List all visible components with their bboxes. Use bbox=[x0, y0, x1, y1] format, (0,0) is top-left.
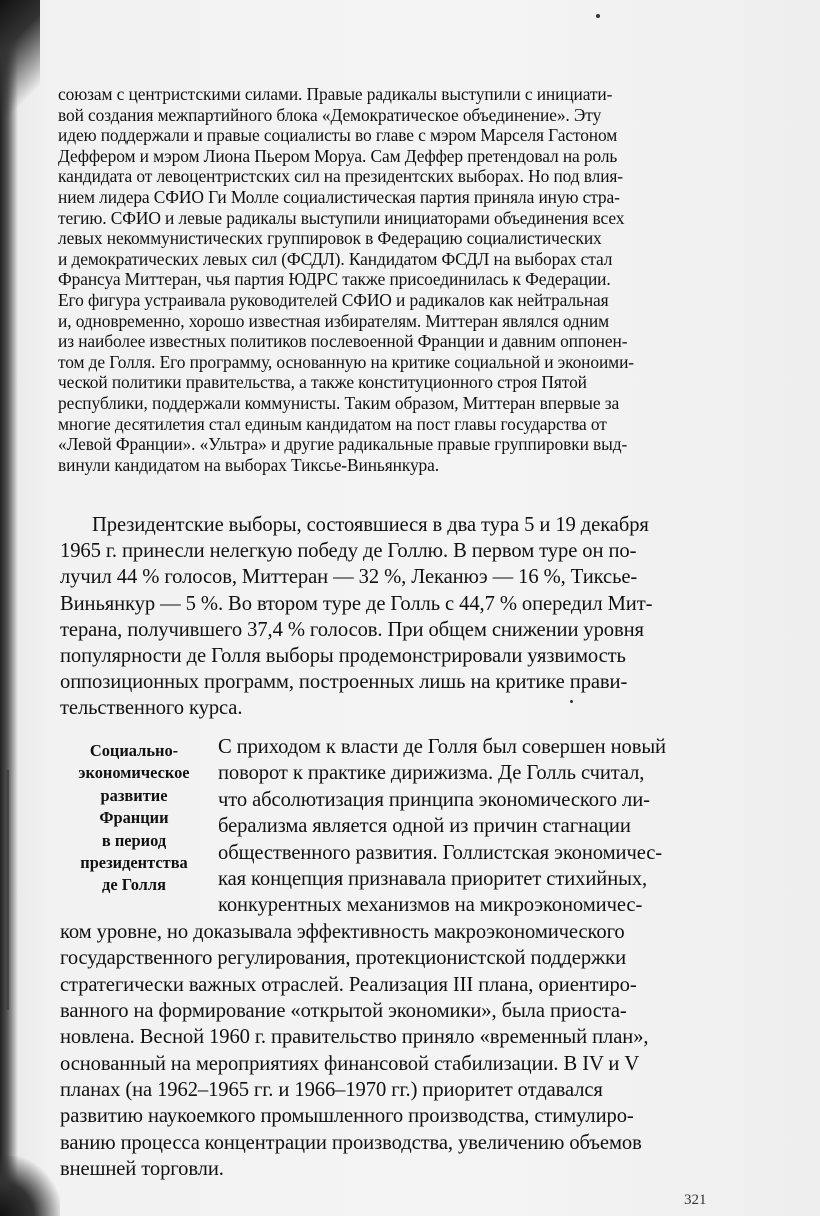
text-line: конкурентных механизмов на микроэкономичес- bbox=[218, 894, 643, 917]
elections-paragraph bbox=[60, 512, 740, 722]
text-line: общественного развития. Голлистская экономичес- bbox=[218, 841, 663, 864]
text-line: ванного на формирование «открытой экономики», была приоста- bbox=[60, 999, 627, 1022]
text-line: многие десятилетия стал единым кандидатом на пост главы государства от bbox=[58, 413, 607, 434]
text-line: ванию процесса концентрации производства, увеличению объемов bbox=[60, 1131, 642, 1154]
corner-shadow-bottom bbox=[0, 1156, 60, 1216]
text-line: С приходом к власти де Голля был совершен новый bbox=[218, 736, 666, 758]
text-line: что абсолютизация принципа экономического ли- bbox=[218, 788, 650, 811]
heading-line: экономическое bbox=[78, 763, 190, 783]
text-line: популярности де Голля выборы продемонстрировали уязвимость bbox=[60, 644, 626, 667]
text-line: терана, получившего 37,4 % голосов. При общем снижении уровня bbox=[60, 618, 644, 641]
text-line: ческой политики правительства, а также конституционного строя Пятой bbox=[58, 372, 587, 393]
scan-speck bbox=[570, 700, 573, 703]
text-line: государственного регулирования, протекционистской поддержки bbox=[60, 947, 626, 970]
text-line: Виньянкур — 5 %. Во втором туре де Голль с 44,7 % опередил Мит- bbox=[60, 592, 653, 615]
text-line: ком уровне, но доказывала эффективность макроэкономического bbox=[60, 920, 625, 943]
text-line: из наиболее известных политиков послевоенной Франции и давним оппонен- bbox=[58, 331, 628, 352]
binding-shadow bbox=[0, 0, 18, 1216]
text-line: новлена. Весной 1960 г. правительство приняло «временный план», bbox=[60, 1026, 649, 1049]
text-line: вой создания межпартийного блока «Демократическое объединение». Эту bbox=[58, 104, 602, 125]
text-line: стратегически важных отраслей. Реализация III плана, ориентиро- bbox=[60, 973, 637, 996]
corner-shadow bbox=[0, 0, 40, 140]
text-line: «Левой Франции». «Ультра» и другие радикальные правые группировки выд- bbox=[58, 434, 628, 455]
text-line: кандидата от левоцентристских сил на президентских выборах. Но под влия- bbox=[58, 166, 623, 187]
text-line: лучил 44 % голосов, Миттеран — 32 %, Леканюэ — 16 %, Тиксье- bbox=[60, 566, 638, 589]
text-line: тегию. СФИО и левые радикалы выступили инициаторами объединения всех bbox=[58, 207, 625, 228]
text-line: левых некоммунистических группировок в Федерацию социалистических bbox=[58, 228, 602, 249]
text-line: кая концепция признавала приоритет стихийных, bbox=[218, 867, 648, 890]
text-line: нием лидера СФИО Ги Молле социалистическая партия приняла иную стра- bbox=[58, 186, 620, 207]
heading-line: в период bbox=[101, 830, 167, 850]
text-line: планах (на 1962–1965 гг. и 1966–1970 гг.) приоритет отдавался bbox=[60, 1079, 603, 1102]
text-line: и, одновременно, хорошо известная избирателям. Миттеран являлся одним bbox=[58, 310, 609, 331]
scan-speck bbox=[596, 14, 600, 18]
text-line: союзам с центристскими силами. Правые радикалы выступили с инициати- bbox=[58, 84, 613, 104]
heading-line: Социально- bbox=[89, 741, 179, 760]
text-line: Франсуа Миттеран, чья партия ЮДРС также присоединилась к Федерации. bbox=[58, 269, 611, 290]
text-line: основанный на мероприятиях финансовой стабилизации. В IV и V bbox=[60, 1052, 640, 1075]
text-line: Его фигура устраивала руководителей СФИО и радикалов как нейтральная bbox=[58, 289, 609, 310]
text-line: идею поддержали и правые социалисты во главе с мэром Марселя Гастоном bbox=[58, 125, 618, 146]
top-paragraph bbox=[58, 84, 742, 475]
text-line: республики, поддержали коммунисты. Таким образом, Миттеран впервые за bbox=[58, 392, 620, 413]
scan-margin-mark bbox=[6, 770, 19, 1010]
text-line: развитию наукоемкого промышленного производства, стимулиро- bbox=[60, 1105, 634, 1128]
text-line: тельственного курса. bbox=[60, 697, 243, 720]
text-line: поворот к практике дирижизма. Де Голль считал, bbox=[218, 762, 645, 785]
heading-line: развитие bbox=[100, 785, 168, 805]
text-line: винули кандидатом на выборах Тиксье-Виньянкура. bbox=[58, 454, 440, 475]
text-line: том де Голля. Его программу, основанную на критике социальной и эконоими- bbox=[58, 351, 634, 372]
text-line: Президентские выборы, состоявшиеся в два тура 5 и 19 декабря bbox=[92, 514, 649, 536]
economy-paragraph bbox=[60, 734, 740, 1183]
text-line: внешней торговли. bbox=[60, 1158, 224, 1181]
text-line: Деффером и мэром Лиона Пьером Моруа. Сам Деффер претендовал на роль bbox=[58, 145, 618, 166]
text-line: и демократических левых сил (ФСДЛ). Кандидатом ФСДЛ на выборах стал bbox=[58, 248, 613, 269]
heading-line: Франции bbox=[99, 808, 169, 828]
heading-line: президентства bbox=[80, 853, 188, 873]
text-line: 1965 г. принесли нелегкую победу де Голлю. В первом туре он по- bbox=[60, 540, 637, 563]
text-line: оппозиционных программ, построенных лишь на критике прави- bbox=[60, 671, 628, 694]
heading-line: де Голля bbox=[102, 875, 166, 895]
page-number: 321 bbox=[684, 1192, 707, 1208]
text-line: берализма является одной из причин стагнации bbox=[218, 815, 631, 838]
